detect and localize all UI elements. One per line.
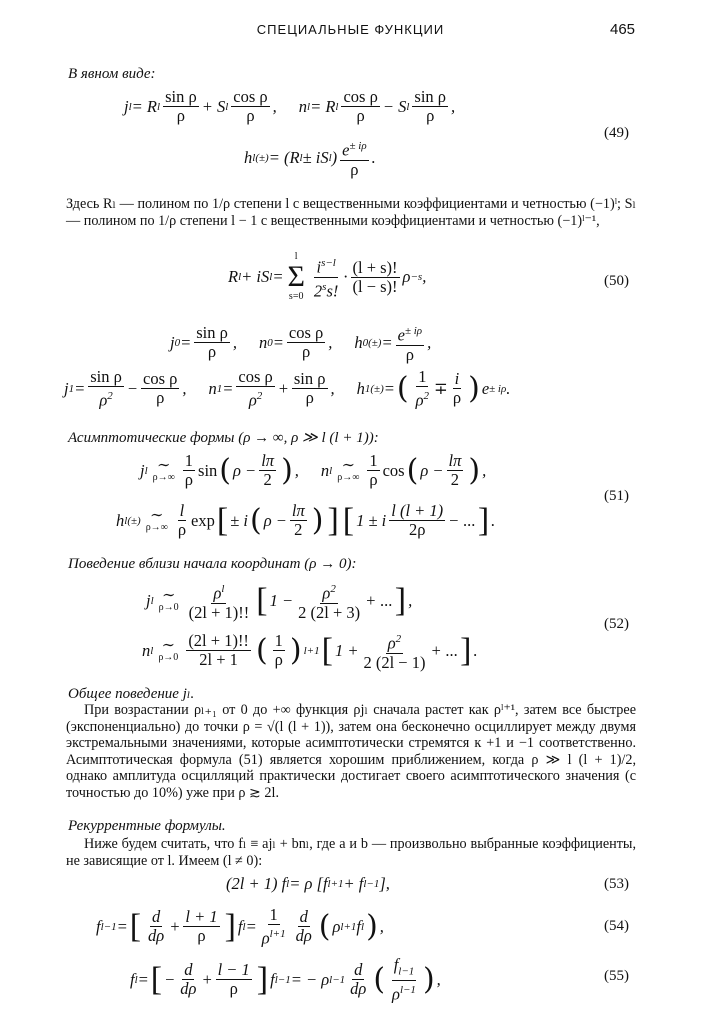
equation-50: R l + iS l = l Σ s=0 $\frac{i^{s-l}}{2^ss!}$ · $\frac{(l + s)!}{(l - s)!}$ ρ −s , xyxy=(228,251,427,302)
section-explicit-form: В явном виде: xyxy=(68,66,156,82)
equation-52-line-1: j l ∼ ρ→0 $\frac{\rho^l}{(2l + 1)!!}$ [ 1 − $\frac{\rho^2}{2 (2l + 3)}$ + ... ] , xyxy=(146,581,413,622)
equation-order-zero: j 0 = $\frac{\text{sin ρ}}{\rho}$ , n 0 = $\frac{\text{cos ρ}}{\rho}$ , h 0 (±) = $\frac{e^{\pm i\rho}}{\rho}$ , xyxy=(170,323,432,364)
running-header: СПЕЦИАЛЬНЫЕ ФУНКЦИИ xyxy=(256,22,445,37)
section-behavior-near-origin: Поведение вблизи начала координат (ρ → 0): xyxy=(68,556,357,572)
section-asymptotic-forms: Асимптотические формы (ρ → ∞, ρ ≫ l (l + 1)): xyxy=(68,430,379,446)
equation-number-51: (51) xyxy=(604,488,629,504)
equation-55: f l = [ − $\frac{d}{d\rho}$ + $\frac{l - 1}{\rho}$ ] f l−1 = − ρ l−1 $\frac{d}{d\rho}$ ( $\frac{f_{l-1}}{\rho^{l-1}}$ ) , xyxy=(130,955,441,1004)
equation-number-50: (50) xyxy=(604,273,629,289)
paragraph-general-behavior: При возрастании ρₗ₊₁ от 0 до +∞ функция ρjₗ сначала растет как ρˡ⁺¹, затем все быстрее (экспоненциально) до точки ρ = √(l (l + 1)), затем она бесконечно осциллирует между двумя экстремальными значениями, которые асимптотически стремятся к +1 и −1 соответственно. Асимптотическая формула (51) является хорошим приближением, когда ρ ≫ l (l + 1)/2, однако амплитуда осцилляций практически достигает своего асимптотического значения (с точностью до 10%) уже при ρ ≳ 2l. xyxy=(66,702,636,801)
section-recurrence-formulas: Рекуррентные формулы. xyxy=(68,818,226,834)
paragraph-recurrence-intro: Ниже будем считать, что fₗ ≡ ajₗ + bnₗ, где a и b — произвольно выбранные коэффициенты, не зависящие от l. Имеем (l ≠ 0): xyxy=(66,836,636,869)
equation-49-line-1: j l = R l $\frac{\text{sin ρ}}{\rho}$ + S l $\frac{\text{cos ρ}}{\rho}$ , n l = R l $\frac{\text{cos ρ}}{\rho}$ − S l $\frac{\text{sin ρ}}{\rho}$ , xyxy=(124,87,456,125)
equation-number-52: (52) xyxy=(604,616,629,632)
equation-51-line-2: h l (±) ∼ ρ→∞ $\frac{l}{\rho}$ exp [ ± i ( ρ − $\frac{l\pi}{2}$ ) ] [ 1 ± i $\frac{l (l + 1)}{2\rho}$ − ... ] . xyxy=(116,501,496,539)
page-number: 465 xyxy=(610,21,636,38)
paragraph-polynomial-description: Здесь Rₗ — полином по 1/ρ степени l с вещественными коэффициентами и четностью (−1)ˡ; Sₗ — полином по 1/ρ степени l − 1 с вещественными коэффициентами и четностью (−1)ˡ⁻¹, xyxy=(66,196,636,229)
equation-number-55: (55) xyxy=(604,968,629,984)
equation-order-one: j 1 = $\frac{\text{sin ρ}}{\rho^2}$ − $\frac{\text{cos ρ}}{\rho}$ , n 1 = $\frac{\text{cos ρ}}{\rho^2}$ + $\frac{\text{sin ρ}}{\rho}$ , h 1 (±) = ( $\frac{1}{\rho^2}$ ∓ $\frac{i}{\rho}$ ) e ± iρ . xyxy=(64,367,511,410)
equation-52-line-2: n l ∼ ρ→0 $\frac{(2l + 1)!!}{2l + 1}$ ( $\frac{1}{\rho}$ ) l+1 [ 1 + $\frac{\rho^2}{2 (2l - 1)}$ + ... ] . xyxy=(142,631,478,672)
equation-number-54: (54) xyxy=(604,918,629,934)
section-general-behavior: Общее поведение jₗ. xyxy=(68,686,195,702)
equation-51-line-1: j l ∼ ρ→∞ $\frac{1}{\rho}$ sin ( ρ − $\frac{l\pi}{2}$ ) , n l ∼ ρ→∞ $\frac{1}{\rho}$ cos ( ρ − $\frac{l\pi}{2}$ ) , xyxy=(140,451,487,489)
equation-number-53: (53) xyxy=(604,876,629,892)
equation-53: (2l + 1) f l = ρ [f l+1 + f l−1 ], xyxy=(226,874,390,893)
equation-54: f l−1 = [ $\frac{d}{d\rho}$ + $\frac{l + 1}{\rho}$ ] f l = $\frac{1}{\rho^{l+1}}$ $\frac{d}{d\rho}$ ( ρ l+1 f l ) , xyxy=(96,905,384,948)
equation-49-line-2: h l (±) = (R l ± iS l ) $\frac{e^{\pm i\rho}}{\rho}$ . xyxy=(244,137,376,179)
equation-number-49: (49) xyxy=(604,125,629,141)
